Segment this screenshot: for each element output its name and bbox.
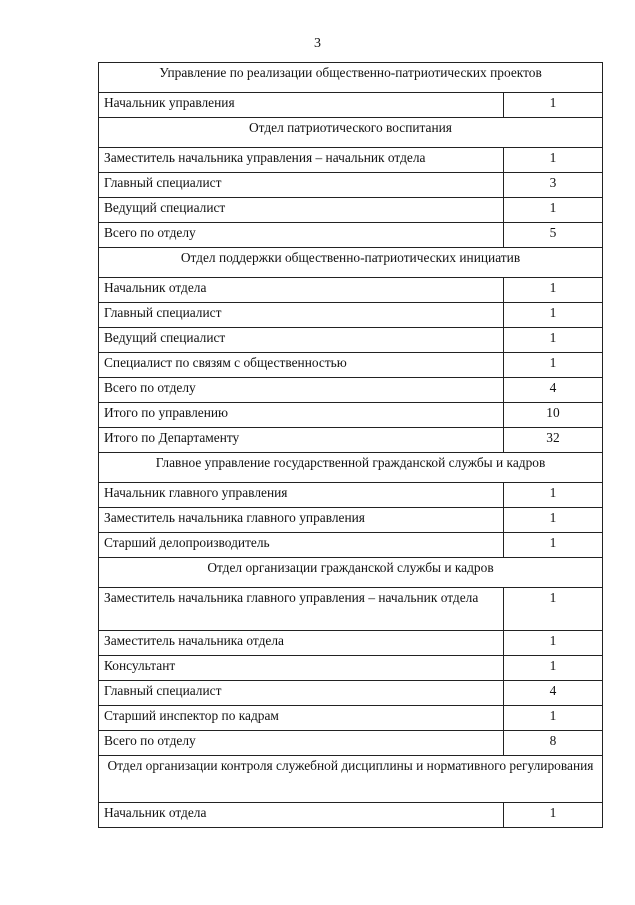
count-cell: 32 <box>504 428 603 453</box>
staffing-table-body <box>99 63 603 828</box>
count-cell: 1 <box>504 508 603 533</box>
table-row <box>99 403 603 428</box>
position-cell: Итого по управлению <box>99 403 504 428</box>
section-title: Главное управление государственной гражданской службы и кадров <box>99 453 603 483</box>
table-row <box>99 353 603 378</box>
count-cell: 3 <box>504 173 603 198</box>
table-row <box>99 706 603 731</box>
count-cell: 1 <box>504 483 603 508</box>
position-cell: Старший инспектор по кадрам <box>99 706 504 731</box>
count-cell: 4 <box>504 378 603 403</box>
count-cell: 10 <box>504 403 603 428</box>
section-header-row <box>99 558 603 588</box>
position-cell: Главный специалист <box>99 303 504 328</box>
position-cell: Начальник главного управления <box>99 483 504 508</box>
section-header-row <box>99 248 603 278</box>
position-cell: Заместитель начальника отдела <box>99 631 504 656</box>
position-cell: Заместитель начальника главного управления – начальник отдела <box>99 588 504 631</box>
table-row <box>99 278 603 303</box>
count-cell: 1 <box>504 93 603 118</box>
table-row <box>99 533 603 558</box>
table-row <box>99 93 603 118</box>
count-cell: 1 <box>504 198 603 223</box>
section-title: Отдел организации контроля служебной дисциплины и нормативного регулирования <box>99 756 603 803</box>
table-row <box>99 483 603 508</box>
table-row <box>99 588 603 631</box>
table-row <box>99 631 603 656</box>
position-cell: Заместитель начальника управления – начальник отдела <box>99 148 504 173</box>
count-cell: 1 <box>504 656 603 681</box>
table-row <box>99 378 603 403</box>
section-header-row <box>99 63 603 93</box>
table-row <box>99 731 603 756</box>
position-cell: Консультант <box>99 656 504 681</box>
count-cell: 1 <box>504 303 603 328</box>
position-cell: Заместитель начальника главного управления <box>99 508 504 533</box>
position-cell: Итого по Департаменту <box>99 428 504 453</box>
position-cell: Главный специалист <box>99 681 504 706</box>
count-cell: 1 <box>504 706 603 731</box>
count-cell: 1 <box>504 328 603 353</box>
table-row <box>99 328 603 353</box>
count-cell: 1 <box>504 588 603 631</box>
section-header-row <box>99 118 603 148</box>
table-row <box>99 656 603 681</box>
count-cell: 1 <box>504 278 603 303</box>
position-cell: Всего по отделу <box>99 731 504 756</box>
count-cell: 1 <box>504 803 603 828</box>
section-title: Отдел организации гражданской службы и кадров <box>99 558 603 588</box>
section-header-row <box>99 756 603 803</box>
section-title: Отдел патриотического воспитания <box>99 118 603 148</box>
count-cell: 8 <box>504 731 603 756</box>
position-cell: Главный специалист <box>99 173 504 198</box>
position-cell: Начальник управления <box>99 93 504 118</box>
table-row <box>99 173 603 198</box>
staffing-table <box>98 62 603 828</box>
page-number: 3 <box>314 36 321 51</box>
count-cell: 1 <box>504 148 603 173</box>
section-title: Управление по реализации общественно-патриотических проектов <box>99 63 603 93</box>
section-header-row <box>99 453 603 483</box>
position-cell: Всего по отделу <box>99 378 504 403</box>
table-row <box>99 681 603 706</box>
table-row <box>99 223 603 248</box>
position-cell: Ведущий специалист <box>99 328 504 353</box>
count-cell: 1 <box>504 533 603 558</box>
table-row <box>99 198 603 223</box>
position-cell: Начальник отдела <box>99 803 504 828</box>
count-cell: 1 <box>504 353 603 378</box>
position-cell: Ведущий специалист <box>99 198 504 223</box>
table-row <box>99 508 603 533</box>
count-cell: 4 <box>504 681 603 706</box>
count-cell: 5 <box>504 223 603 248</box>
position-cell: Начальник отдела <box>99 278 504 303</box>
section-title: Отдел поддержки общественно-патриотических инициатив <box>99 248 603 278</box>
table-row <box>99 148 603 173</box>
position-cell: Всего по отделу <box>99 223 504 248</box>
table-row <box>99 303 603 328</box>
position-cell: Старший делопроизводитель <box>99 533 504 558</box>
count-cell: 1 <box>504 631 603 656</box>
table-row <box>99 803 603 828</box>
position-cell: Специалист по связям с общественностью <box>99 353 504 378</box>
table-row <box>99 428 603 453</box>
